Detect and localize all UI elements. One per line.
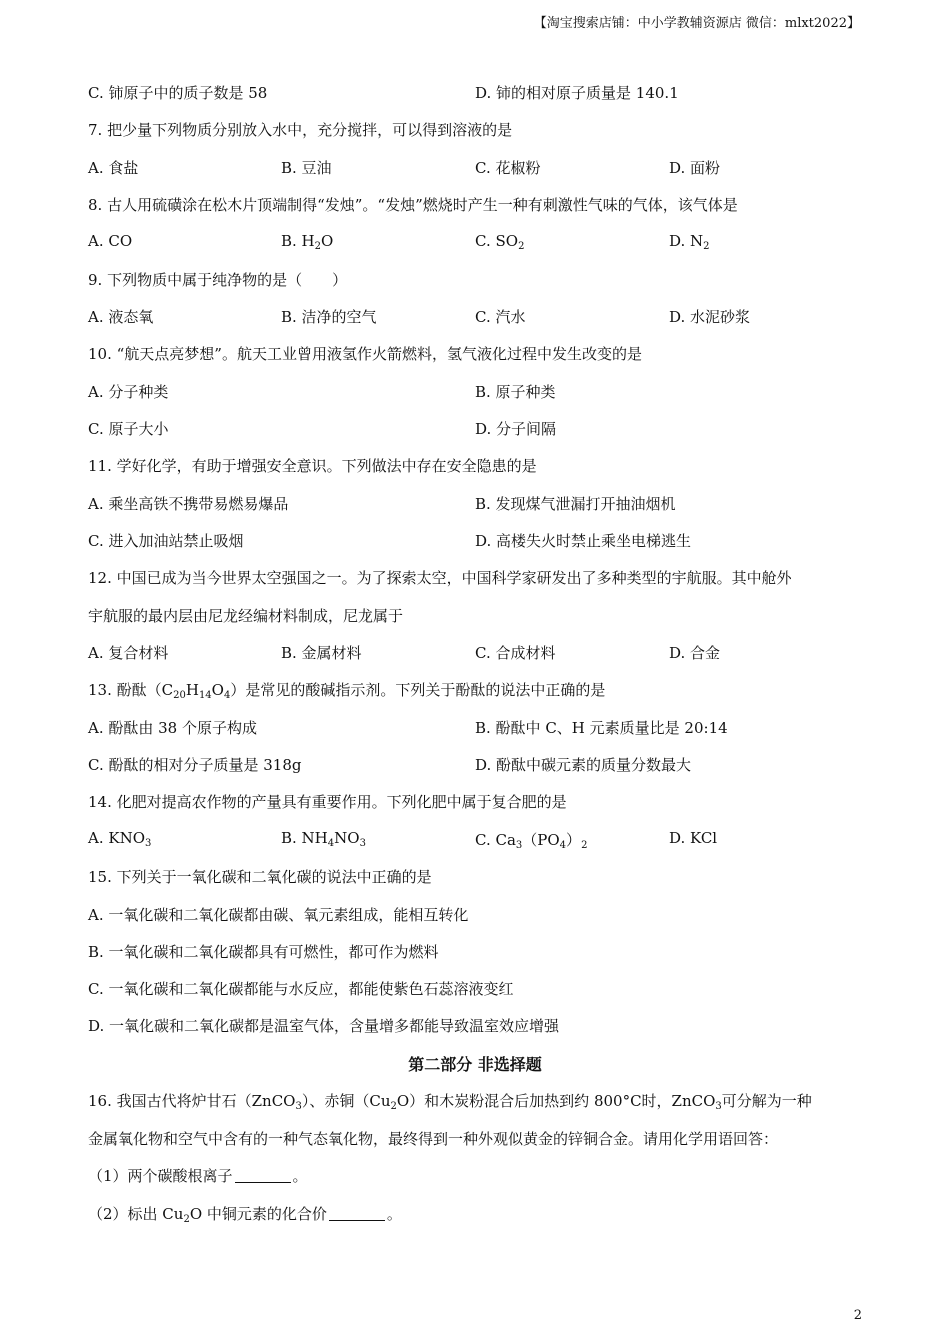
q15-option-d: D. 一氧化碳和二氧化碳都是温室气体，含量增多都能导致温室效应增强 [88,1017,560,1035]
q9-option-b: B. 洁净的空气 [281,308,377,326]
section-title: 第二部分 非选择题 [408,1055,542,1074]
q7-option-c: C. 花椒粉 [475,159,541,177]
q13-option-a: A. 酚酞由 38 个原子构成 [88,719,257,737]
q10-option-a: A. 分子种类 [88,383,169,401]
q7-option-a: A. 食盐 [88,159,139,177]
q8-option-b: B. $H_2O$ [281,232,334,252]
q12-option-c: C. 合成材料 [475,644,556,662]
q7-stem: 7. 把少量下列物质分别放入水中，充分搅拌，可以得到溶液的是 [88,121,513,139]
q12-stem-line1: 12. 中国已成为当今世界太空强国之一。为了探索太空，中国科学家研发出了多种类型的宇航服。其中舱外 [88,569,792,587]
q12-stem-line2: 宇航服的最内层由尼龙经编材料制成，尼龙属于 [88,607,404,625]
q8-option-d: D. $N_2$ [669,232,710,252]
answer-blank[interactable] [329,1206,385,1221]
q9-option-a: A. 液态氧 [88,308,154,326]
q12-option-a: A. 复合材料 [88,644,169,662]
q13-option-c: C. 酚酞的相对分子质量是 318g [88,756,302,774]
q11-option-b: B. 发现煤气泄漏打开抽油烟机 [475,495,676,513]
q14-stem: 14. 化肥对提高农作物的产量具有重要作用。下列化肥中属于复合肥的是 [88,793,567,811]
q9-option-d: D. 水泥砂浆 [669,308,751,326]
q7-option-b: B. 豆油 [281,159,332,177]
q16-stem-line1: 16. 我国古代将炉甘石（ZnCO$_3$）、赤铜$(Cu_2O)$和木炭粉混合后加热到约 800°C时，ZnCO$_3$可分解为一种 [88,1092,812,1112]
q14-option-d: D. KCl [669,829,718,847]
q11-stem: 11. 学好化学，有助于增强安全意识。下列做法中存在安全隐患的是 [88,457,537,475]
page-header: 【淘宝搜索店铺：中小学教辅资源店 微信：mlxt2022】 [533,16,860,31]
q6-option-d: D. 铈的相对原子质量是 140.1 [475,84,679,102]
q8-option-a: A. CO [88,232,133,250]
q15-option-b: B. 一氧化碳和二氧化碳都具有可燃性，都可作为燃料 [88,943,439,961]
q9-option-c: C. 汽水 [475,308,526,326]
q12-option-d: D. 合金 [669,644,721,662]
q9-stem: 9. 下列物质中属于纯净物的是（ ） [88,271,348,289]
q13-option-b: B. 酚酞中 C、H 元素质量比是 20:14 [475,719,728,737]
q12-option-b: B. 金属材料 [281,644,362,662]
q15-stem: 15. 下列关于一氧化碳和二氧化碳的说法中正确的是 [88,868,432,886]
q16-part1: （1）两个碳酸根离子 。 [88,1167,308,1185]
q13-stem: 13. 酚酞$(C_{20}H_{14}O_4)$是常见的酸碱指示剂。下列关于酚酞的说法中正确的是 [88,681,606,701]
q15-option-c: C. 一氧化碳和二氧化碳都能与水反应，都能使紫色石蕊溶液变红 [88,980,514,998]
q8-option-c: C. $SO_2$ [475,232,525,252]
q14-option-b: B. $NH_4NO_3$ [281,829,366,849]
q8-stem: 8. 古人用硫磺涂在松木片顶端制得“发烛”。“发烛”燃烧时产生一种有刺激性气味的气体，该气体是 [88,196,738,214]
q10-option-b: B. 原子种类 [475,383,556,401]
q6-option-c: C. 铈原子中的质子数是 58 [88,84,268,102]
q10-stem: 10. “航天点亮梦想”。航天工业曾用液氢作火箭燃料，氢气液化过程中发生改变的是 [88,345,642,363]
q15-option-a: A. 一氧化碳和二氧化碳都由碳、氧元素组成，能相互转化 [88,906,469,924]
q11-option-d: D. 高楼失火时禁止乘坐电梯逃生 [475,532,692,550]
page-number: 2 [853,1308,862,1323]
q16-stem-line2: 金属氧化物和空气中含有的一种气态氧化物，最终得到一种外观似黄金的锌铜合金。请用化学用语回答： [88,1130,779,1148]
q14-option-c: C. $Ca_3(PO_4)_2$ [475,831,588,851]
q11-option-a: A. 乘坐高铁不携带易燃易爆品 [88,495,289,513]
q13-option-d: D. 酚酞中碳元素的质量分数最大 [475,756,692,774]
q16-part2: （2）标出 $Cu_2O$ 中铜元素的化合价 。 [88,1205,402,1225]
q14-option-a: A. $KNO_3$ [88,829,152,849]
q10-option-c: C. 原子大小 [88,420,169,438]
answer-blank[interactable] [235,1168,291,1183]
q7-option-d: D. 面粉 [669,159,721,177]
q10-option-d: D. 分子间隔 [475,420,557,438]
q11-option-c: C. 进入加油站禁止吸烟 [88,532,244,550]
